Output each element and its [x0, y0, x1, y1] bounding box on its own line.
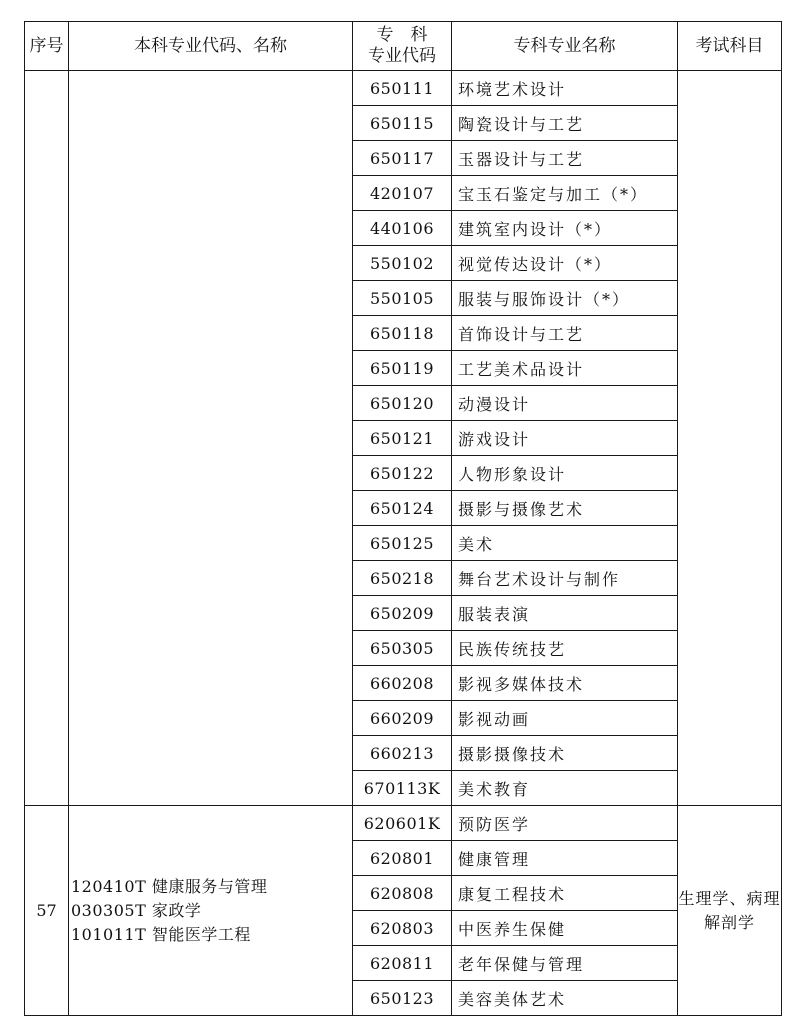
major-name: 动漫设计 [452, 386, 678, 421]
major-code: 650118 [353, 316, 452, 351]
major-code: 650119 [353, 351, 452, 386]
major-name: 游戏设计 [452, 421, 678, 456]
major-name: 人物形象设计 [452, 456, 678, 491]
header-seq: 序号 [25, 22, 69, 71]
major-code: 650125 [353, 526, 452, 561]
major-name: 摄影摄像技术 [452, 736, 678, 771]
undergrad-major: 101011T 智能医学工程 [71, 924, 251, 944]
major-name: 环境艺术设计 [452, 71, 678, 106]
header-name: 专科专业名称 [452, 22, 678, 71]
major-name: 健康管理 [452, 841, 678, 876]
major-code: 420107 [353, 176, 452, 211]
major-code: 660208 [353, 666, 452, 701]
major-name: 建筑室内设计（*） [452, 211, 678, 246]
major-code: 650120 [353, 386, 452, 421]
major-code: 440106 [353, 211, 452, 246]
header-code [353, 22, 452, 71]
major-name: 美容美体艺术 [452, 981, 678, 1016]
header-code-line2: 专业代码 [368, 46, 436, 66]
table-row [25, 806, 782, 841]
major-name: 服装表演 [452, 596, 678, 631]
major-code: 650218 [353, 561, 452, 596]
major-code: 650115 [353, 106, 452, 141]
major-code: 620811 [353, 946, 452, 981]
major-code: 650117 [353, 141, 452, 176]
major-code: 650123 [353, 981, 452, 1016]
header-subject: 考试科目 [678, 22, 782, 71]
major-code: 650122 [353, 456, 452, 491]
undergrad-major: 030305T 家政学 [71, 900, 202, 920]
major-code: 650111 [353, 71, 452, 106]
header-code-line1: 专 科 [376, 25, 428, 45]
header-undergrad: 本科专业代码、名称 [69, 22, 353, 71]
major-name: 舞台艺术设计与制作 [452, 561, 678, 596]
exam-subject-line: 解剖学 [703, 912, 755, 932]
exam-subject-cell [678, 806, 782, 1016]
major-name: 民族传统技艺 [452, 631, 678, 666]
major-code: 620801 [353, 841, 452, 876]
major-name: 宝玉石鉴定与加工（*） [452, 176, 678, 211]
major-name: 玉器设计与工艺 [452, 141, 678, 176]
major-code: 620803 [353, 911, 452, 946]
major-code: 670113K [353, 771, 452, 806]
major-name: 服装与服饰设计（*） [452, 281, 678, 316]
major-code: 660209 [353, 701, 452, 736]
major-code: 550105 [353, 281, 452, 316]
major-code: 620808 [353, 876, 452, 911]
major-name: 美术 [452, 526, 678, 561]
undergrad-cell [69, 806, 353, 1016]
major-name: 视觉传达设计（*） [452, 246, 678, 281]
major-code: 650305 [353, 631, 452, 666]
undergrad-cell [69, 71, 353, 806]
table-row [25, 71, 782, 106]
major-name: 美术教育 [452, 771, 678, 806]
major-name: 陶瓷设计与工艺 [452, 106, 678, 141]
major-table [24, 21, 782, 1016]
major-name: 工艺美术品设计 [452, 351, 678, 386]
major-name: 老年保健与管理 [452, 946, 678, 981]
exam-subject-cell [678, 71, 782, 806]
major-name: 影视多媒体技术 [452, 666, 678, 701]
major-name: 影视动画 [452, 701, 678, 736]
major-name: 康复工程技术 [452, 876, 678, 911]
major-code: 650121 [353, 421, 452, 456]
major-name: 中医养生保健 [452, 911, 678, 946]
major-code: 550102 [353, 246, 452, 281]
major-name: 首饰设计与工艺 [452, 316, 678, 351]
major-name: 摄影与摄像艺术 [452, 491, 678, 526]
major-name: 预防医学 [452, 806, 678, 841]
major-code: 620601K [353, 806, 452, 841]
seq-cell [25, 71, 69, 806]
exam-subject-line: 生理学、病理 [678, 888, 781, 908]
seq-cell: 57 [25, 806, 69, 1016]
major-code: 660213 [353, 736, 452, 771]
major-code: 650124 [353, 491, 452, 526]
undergrad-major: 120410T 健康服务与管理 [71, 876, 268, 896]
table-body [25, 71, 782, 1016]
header-row [25, 22, 782, 71]
major-code: 650209 [353, 596, 452, 631]
